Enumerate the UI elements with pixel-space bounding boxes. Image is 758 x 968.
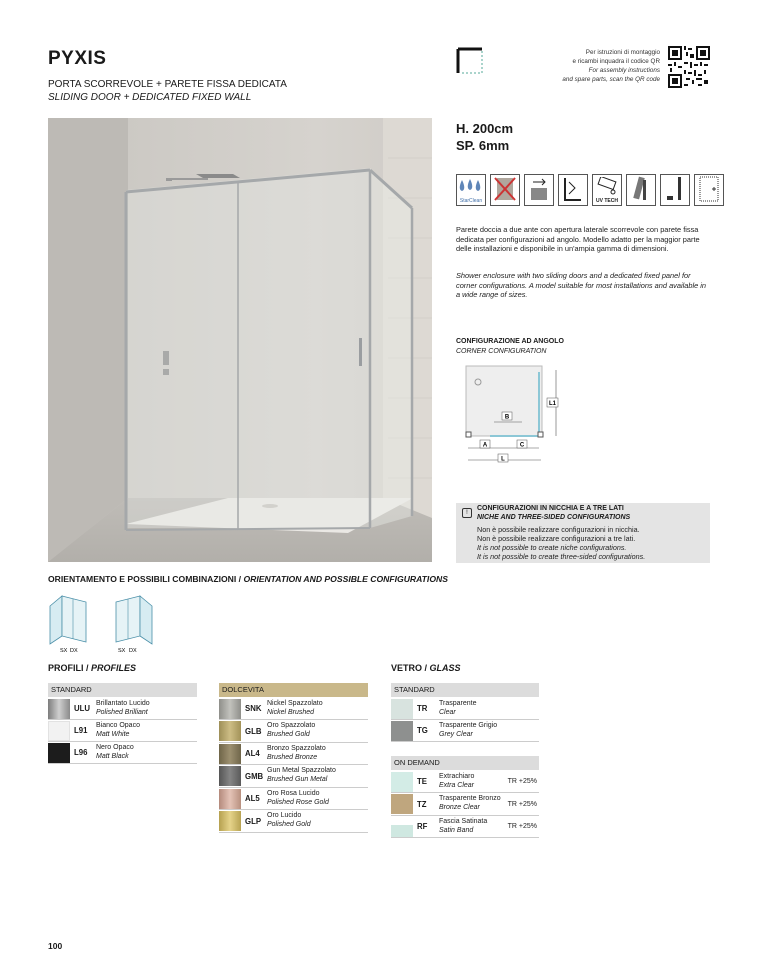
swatch-l96 xyxy=(48,743,70,763)
swatch-snk xyxy=(219,699,241,719)
profile-name-en: Matt White xyxy=(96,730,130,738)
uv-tech-label: UV TECH xyxy=(596,198,618,204)
qr-text-it-1: Per istruzioni di montaggio xyxy=(585,49,660,56)
glass-surcharge: TR +25% xyxy=(507,778,537,785)
profile-row-al5 xyxy=(219,788,368,810)
extension-icon xyxy=(694,174,724,206)
niche-title-it: CONFIGURAZIONI IN NICCHIA E A TRE LATI xyxy=(477,505,624,512)
glass-name-it: Fascia Satinata xyxy=(439,817,488,825)
profile-name-it: Oro Rosa Lucido xyxy=(267,789,320,797)
profile-name-en: Brushed Gold xyxy=(267,731,310,738)
glass-row-tz xyxy=(391,794,539,816)
subtitle-english: SLIDING DOOR + DEDICATED FIXED WALL xyxy=(48,92,252,103)
dim-label-l1: L1 xyxy=(548,401,557,407)
profiles-title xyxy=(48,663,136,673)
starclean-label: StarClean xyxy=(459,198,483,204)
swatch-glp xyxy=(219,811,241,831)
profile-name-it: Nickel Spazzolato xyxy=(267,699,323,707)
glass-name xyxy=(439,773,474,790)
profile-row-glb xyxy=(219,721,368,743)
orientation-right-sx: SX xyxy=(118,648,126,654)
glass-name-en: Clear xyxy=(439,708,456,716)
swatch-tg xyxy=(391,721,413,741)
orientation-title-en: ORIENTATION AND POSSIBLE CONFIGURATIONS xyxy=(243,574,448,584)
glass-name-en: Extra Clear xyxy=(439,781,475,789)
profile-name xyxy=(96,744,134,761)
height-spec: H. 200cm xyxy=(456,121,514,136)
profile-row-ulu xyxy=(48,698,197,720)
product-title: PYXIS xyxy=(48,48,107,69)
glass-standard-list xyxy=(391,698,539,744)
glass-code: TR xyxy=(417,704,428,713)
glass-surcharge: TR +25% xyxy=(507,823,537,830)
glass-name-it: Trasparente Grigio xyxy=(439,721,498,729)
glass-name xyxy=(439,795,501,812)
glass-name-it: Trasparente xyxy=(439,699,477,707)
niche-line-3: It is not possible to create niche configurations. xyxy=(477,543,627,552)
profile-row-gmb xyxy=(219,766,368,788)
orientation-right-diagram xyxy=(112,592,156,654)
profile-code: L91 xyxy=(74,726,88,735)
glass-code: RF xyxy=(417,822,428,831)
thickness-spec: SP. 6mm xyxy=(456,138,510,153)
profile-row-l91 xyxy=(48,720,197,742)
warning-icon: ! xyxy=(462,508,472,518)
glass-name-en: Grey Clear xyxy=(439,730,473,738)
qr-instructions xyxy=(548,48,660,84)
corner-configuration-diagram xyxy=(456,362,566,468)
profile-name xyxy=(96,700,150,717)
swatch-tr xyxy=(391,699,413,719)
profile-row-snk xyxy=(219,698,368,720)
orientation-title-it: ORIENTAMENTO E POSSIBILI COMBINAZIONI / xyxy=(48,574,244,584)
profile-code: GLB xyxy=(245,726,262,736)
profile-name-it: Oro Spazzolato xyxy=(267,722,316,730)
profile-code: AL5 xyxy=(245,794,260,803)
glass-name-it: Extrachiaro xyxy=(439,772,475,780)
profile-name-it: Bianco Opaco xyxy=(96,721,140,729)
profile-code: L96 xyxy=(74,748,88,757)
orientation-left-dx: DX xyxy=(70,648,78,654)
orientation-left-diagram xyxy=(46,592,90,654)
swatch-tz xyxy=(391,794,413,814)
description-english: Shower enclosure with two sliding doors and a dedicated fixed panel for corner configurations. A model suitable for most installations and available in a wide range of sizes. xyxy=(456,271,707,300)
no-drill-icon xyxy=(490,174,520,206)
profiles-title-en: PROFILES xyxy=(91,663,137,673)
dim-label-a: A xyxy=(482,442,488,449)
swatch-al5 xyxy=(219,789,241,809)
uv-tech-icon xyxy=(592,174,622,206)
product-photo xyxy=(48,118,432,562)
niche-title-en: NICHE AND THREE-SIDED CONFIGURATIONS xyxy=(477,514,631,521)
profile-name-en: Nickel Brushed xyxy=(267,708,315,716)
qr-code-icon[interactable] xyxy=(668,46,710,88)
tilt-icon xyxy=(626,174,656,206)
glass-ondemand-list xyxy=(391,771,539,839)
subtitle-italian: PORTA SCORREVOLE + PARETE FISSA DEDICATA xyxy=(48,79,287,90)
profiles-dolcevita-header: DOLCEVITA xyxy=(219,683,368,697)
profile-name-en: Polished Brilliant xyxy=(96,708,148,716)
profile-name xyxy=(96,722,140,739)
glass-row-tg xyxy=(391,720,539,742)
glass-name xyxy=(439,818,487,835)
glass-row-tr xyxy=(391,698,539,720)
glass-standard-header: STANDARD xyxy=(391,683,539,697)
glass-name-en: Bronze Clear xyxy=(439,804,480,811)
glass-title-it: VETRO / xyxy=(391,663,430,673)
glass-code: TE xyxy=(417,777,427,786)
glass-name xyxy=(439,700,476,717)
profiles-standard-list xyxy=(48,698,197,768)
profile-name-it: Gun Metal Spazzolato xyxy=(267,767,336,775)
glass-title-en: GLASS xyxy=(429,663,461,673)
profile-code: GMB xyxy=(245,771,264,781)
profile-row-l96 xyxy=(48,742,197,764)
profile-name-en: Brushed Gun Metal xyxy=(267,776,328,783)
glass-name-en: Satin Band xyxy=(439,826,474,834)
qr-text-en-2: and spare parts, scan the QR code xyxy=(562,76,660,83)
profile-name xyxy=(267,745,326,762)
profile-name xyxy=(267,812,311,829)
profile-name-it: Bronzo Spazzolato xyxy=(267,744,326,752)
reversible-icon xyxy=(524,174,554,206)
glass-code: TZ xyxy=(417,799,427,809)
qr-text-en-1: For assembly instructions xyxy=(588,67,660,74)
configuration-title-it: CONFIGURAZIONE AD ANGOLO xyxy=(456,338,564,345)
swatch-rf xyxy=(391,817,413,837)
profile-name-en: Polished Rose Gold xyxy=(267,798,329,806)
swatch-glb xyxy=(219,721,241,741)
adjustable-icon xyxy=(660,174,690,206)
slim-profile-icon xyxy=(558,174,588,206)
profile-name xyxy=(267,767,336,784)
description-italian: Parete doccia a due ante con apertura laterale scorrevole con parete fissa dedicata per configurazioni ad angolo. Modello adatto per la maggior parte delle installazioni e disponibile in un'ampia gamma di dimensioni. xyxy=(456,225,700,254)
profile-name xyxy=(267,722,315,739)
dim-label-l: L xyxy=(501,456,505,463)
swatch-al4 xyxy=(219,744,241,764)
orientation-title xyxy=(48,574,448,584)
profiles-title-it: PROFILI / xyxy=(48,663,92,673)
profile-row-al4 xyxy=(219,743,368,765)
niche-line-2: Non è possibile realizzare configurazioni a tre lati. xyxy=(477,534,636,543)
profiles-dolcevita-list xyxy=(219,698,368,834)
swatch-l91 xyxy=(48,721,70,741)
profile-name xyxy=(267,700,323,717)
qr-text-it-2: e ricambi inquadra il codice QR xyxy=(572,58,660,65)
page-number: 100 xyxy=(48,941,63,951)
profile-name-en: Polished Gold xyxy=(267,821,311,828)
swatch-gmb xyxy=(219,766,241,786)
profiles-standard-header: STANDARD xyxy=(48,683,197,697)
glass-name xyxy=(439,722,497,739)
swatch-te xyxy=(391,772,413,792)
feature-icons xyxy=(456,174,724,206)
profile-name-it: Oro Lucido xyxy=(267,812,302,820)
bracket-icon xyxy=(456,47,484,75)
niche-line-4: It is not possible to create three-sided configurations. xyxy=(477,552,646,561)
dim-label-c: C xyxy=(519,442,525,449)
profile-name-en: Matt Black xyxy=(96,752,129,760)
profile-name-en: Brushed Bronze xyxy=(267,753,318,761)
niche-line-1: Non è possibile realizzare configurazioni in nicchia. xyxy=(477,525,640,534)
glass-row-te xyxy=(391,771,539,793)
profile-name-it: Brillantato Lucido xyxy=(96,699,150,707)
profile-code: AL4 xyxy=(245,749,260,758)
glass-name-it: Trasparente Bronzo xyxy=(439,795,501,803)
profile-code: ULU xyxy=(74,704,91,713)
profile-row-glp xyxy=(219,811,368,833)
starclean-icon xyxy=(456,174,486,206)
profile-name-it: Nero Opaco xyxy=(96,743,134,751)
glass-surcharge: TR +25% xyxy=(507,800,537,808)
glass-code: TG xyxy=(417,726,428,735)
profile-name xyxy=(267,790,329,807)
glass-title xyxy=(391,663,461,673)
glass-ondemand-header: ON DEMAND xyxy=(391,756,539,770)
orientation-left-sx: SX xyxy=(60,648,68,654)
profile-code: GLP xyxy=(245,816,262,826)
profile-code: SNK xyxy=(245,704,262,713)
glass-row-rf xyxy=(391,816,539,838)
orientation-right-dx: DX xyxy=(129,648,137,654)
configuration-title-en: CORNER CONFIGURATION xyxy=(456,348,547,355)
dim-label-b: B xyxy=(504,414,510,421)
swatch-ulu xyxy=(48,699,70,719)
